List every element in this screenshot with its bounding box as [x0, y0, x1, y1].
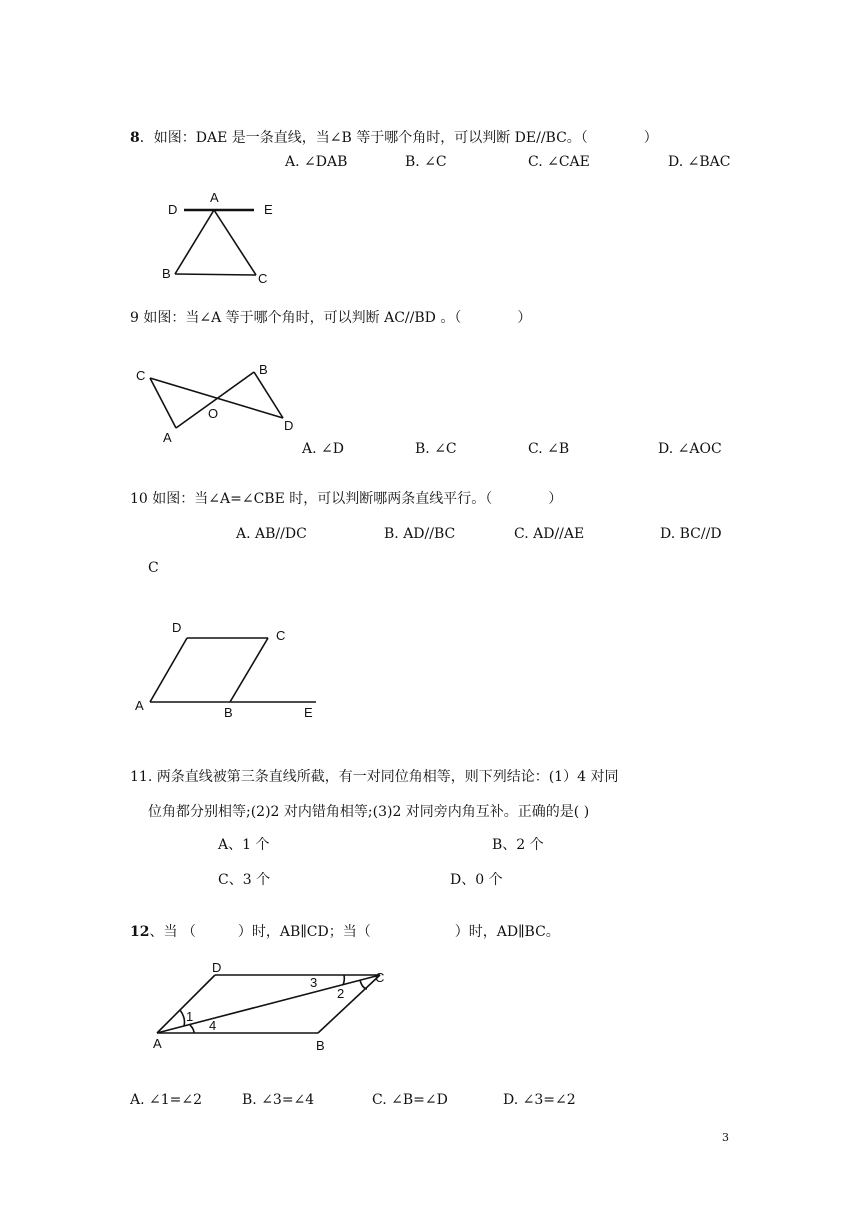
q8-label-a: A: [210, 190, 219, 205]
q8-label-e: E: [264, 202, 273, 217]
q11-line1: 11. 两条直线被第三条直线所截，有一对同位角相等，则下列结论：(1）4 对同: [130, 769, 619, 785]
q12-number: 12: [130, 924, 150, 940]
q10-option-b: B. AD//BC: [384, 526, 456, 542]
q12-line-ad: [157, 975, 215, 1033]
q8-number: 8: [130, 130, 140, 146]
q12-option-b: B. ∠3=∠4: [242, 1092, 315, 1108]
q9-label-b: B: [259, 362, 268, 377]
q10-label-c: C: [276, 628, 286, 643]
q12-arc-3: [343, 975, 344, 985]
q9-option-b: B. ∠C: [415, 441, 457, 457]
q12-label-2: 2: [337, 986, 345, 1001]
q12-stem-text: 、当 （ ）时，AB∥CD；当（ ）时，AD∥BC。: [149, 924, 560, 940]
q10-label-d: D: [172, 620, 182, 635]
q9-option-d: D. ∠AOC: [658, 441, 722, 457]
q9-label-o: O: [208, 406, 219, 421]
q12-line-ac: [157, 975, 380, 1033]
q8-label-d: D: [168, 202, 178, 217]
page-number: 3: [722, 1131, 729, 1144]
q12-option-c: C. ∠B=∠D: [372, 1092, 448, 1108]
q10-label-b: B: [224, 705, 233, 720]
q9-stem: 9 如图：当∠A 等于哪个角时，可以判断 AC//BD 。（ ）: [130, 310, 532, 326]
q10-option-d: D. BC//D: [660, 526, 722, 542]
q12-arc-4: [190, 1025, 194, 1033]
q12-arc-1: [180, 1010, 185, 1026]
q8-option-c: C. ∠CAE: [528, 154, 590, 170]
q11-option-b: B、2 个: [492, 837, 544, 853]
q12-label-d: D: [212, 960, 222, 975]
q8-option-d: D. ∠BAC: [668, 154, 731, 170]
q12-label-4: 4: [209, 1018, 217, 1033]
q12-label-3: 3: [310, 975, 318, 990]
q9-label-d: D: [284, 418, 294, 433]
q10-stem: 10 如图：当∠A=∠CBE 时，可以判断哪两条直线平行。（ ）: [130, 491, 563, 507]
q10-option-a: A. AB//DC: [236, 526, 307, 542]
q12-label-a: A: [153, 1036, 162, 1051]
q11-option-d: D、0 个: [450, 872, 503, 888]
q12-label-b: B: [316, 1038, 325, 1053]
q12-option-d: D. ∠3=∠2: [503, 1092, 576, 1108]
q10-option-d-wrap: C: [148, 560, 159, 576]
q12-option-a: A. ∠1=∠2: [130, 1092, 203, 1108]
q11-option-a: A、1 个: [218, 837, 270, 853]
q9-option-a: A. ∠D: [302, 441, 344, 457]
q12-label-c: C: [375, 970, 385, 985]
q9-option-c: C. ∠B: [528, 441, 570, 457]
q11-line2: 位角都分别相等;(2)2 对内错角相等;(3)2 对同旁内角互补。正确的是( ): [148, 804, 590, 820]
q10-label-e: E: [304, 705, 313, 720]
q8-stem-text: ．如图：DAE 是一条直线，当∠B 等于哪个角时，可以判断 DE//BC。（ ）: [139, 130, 658, 146]
q10-option-c: C. AD//AE: [514, 526, 585, 542]
q12-label-1: 1: [186, 1009, 194, 1024]
q8-label-c: C: [258, 271, 268, 286]
q9-label-c: C: [136, 368, 146, 383]
q10-label-a: A: [135, 698, 144, 713]
q8-label-b: B: [162, 266, 171, 281]
q11-option-c: C、3 个: [218, 872, 271, 888]
q8-option-b: B. ∠C: [405, 154, 447, 170]
q9-label-a: A: [163, 430, 172, 445]
q8-option-a: A. ∠DAB: [285, 154, 348, 170]
